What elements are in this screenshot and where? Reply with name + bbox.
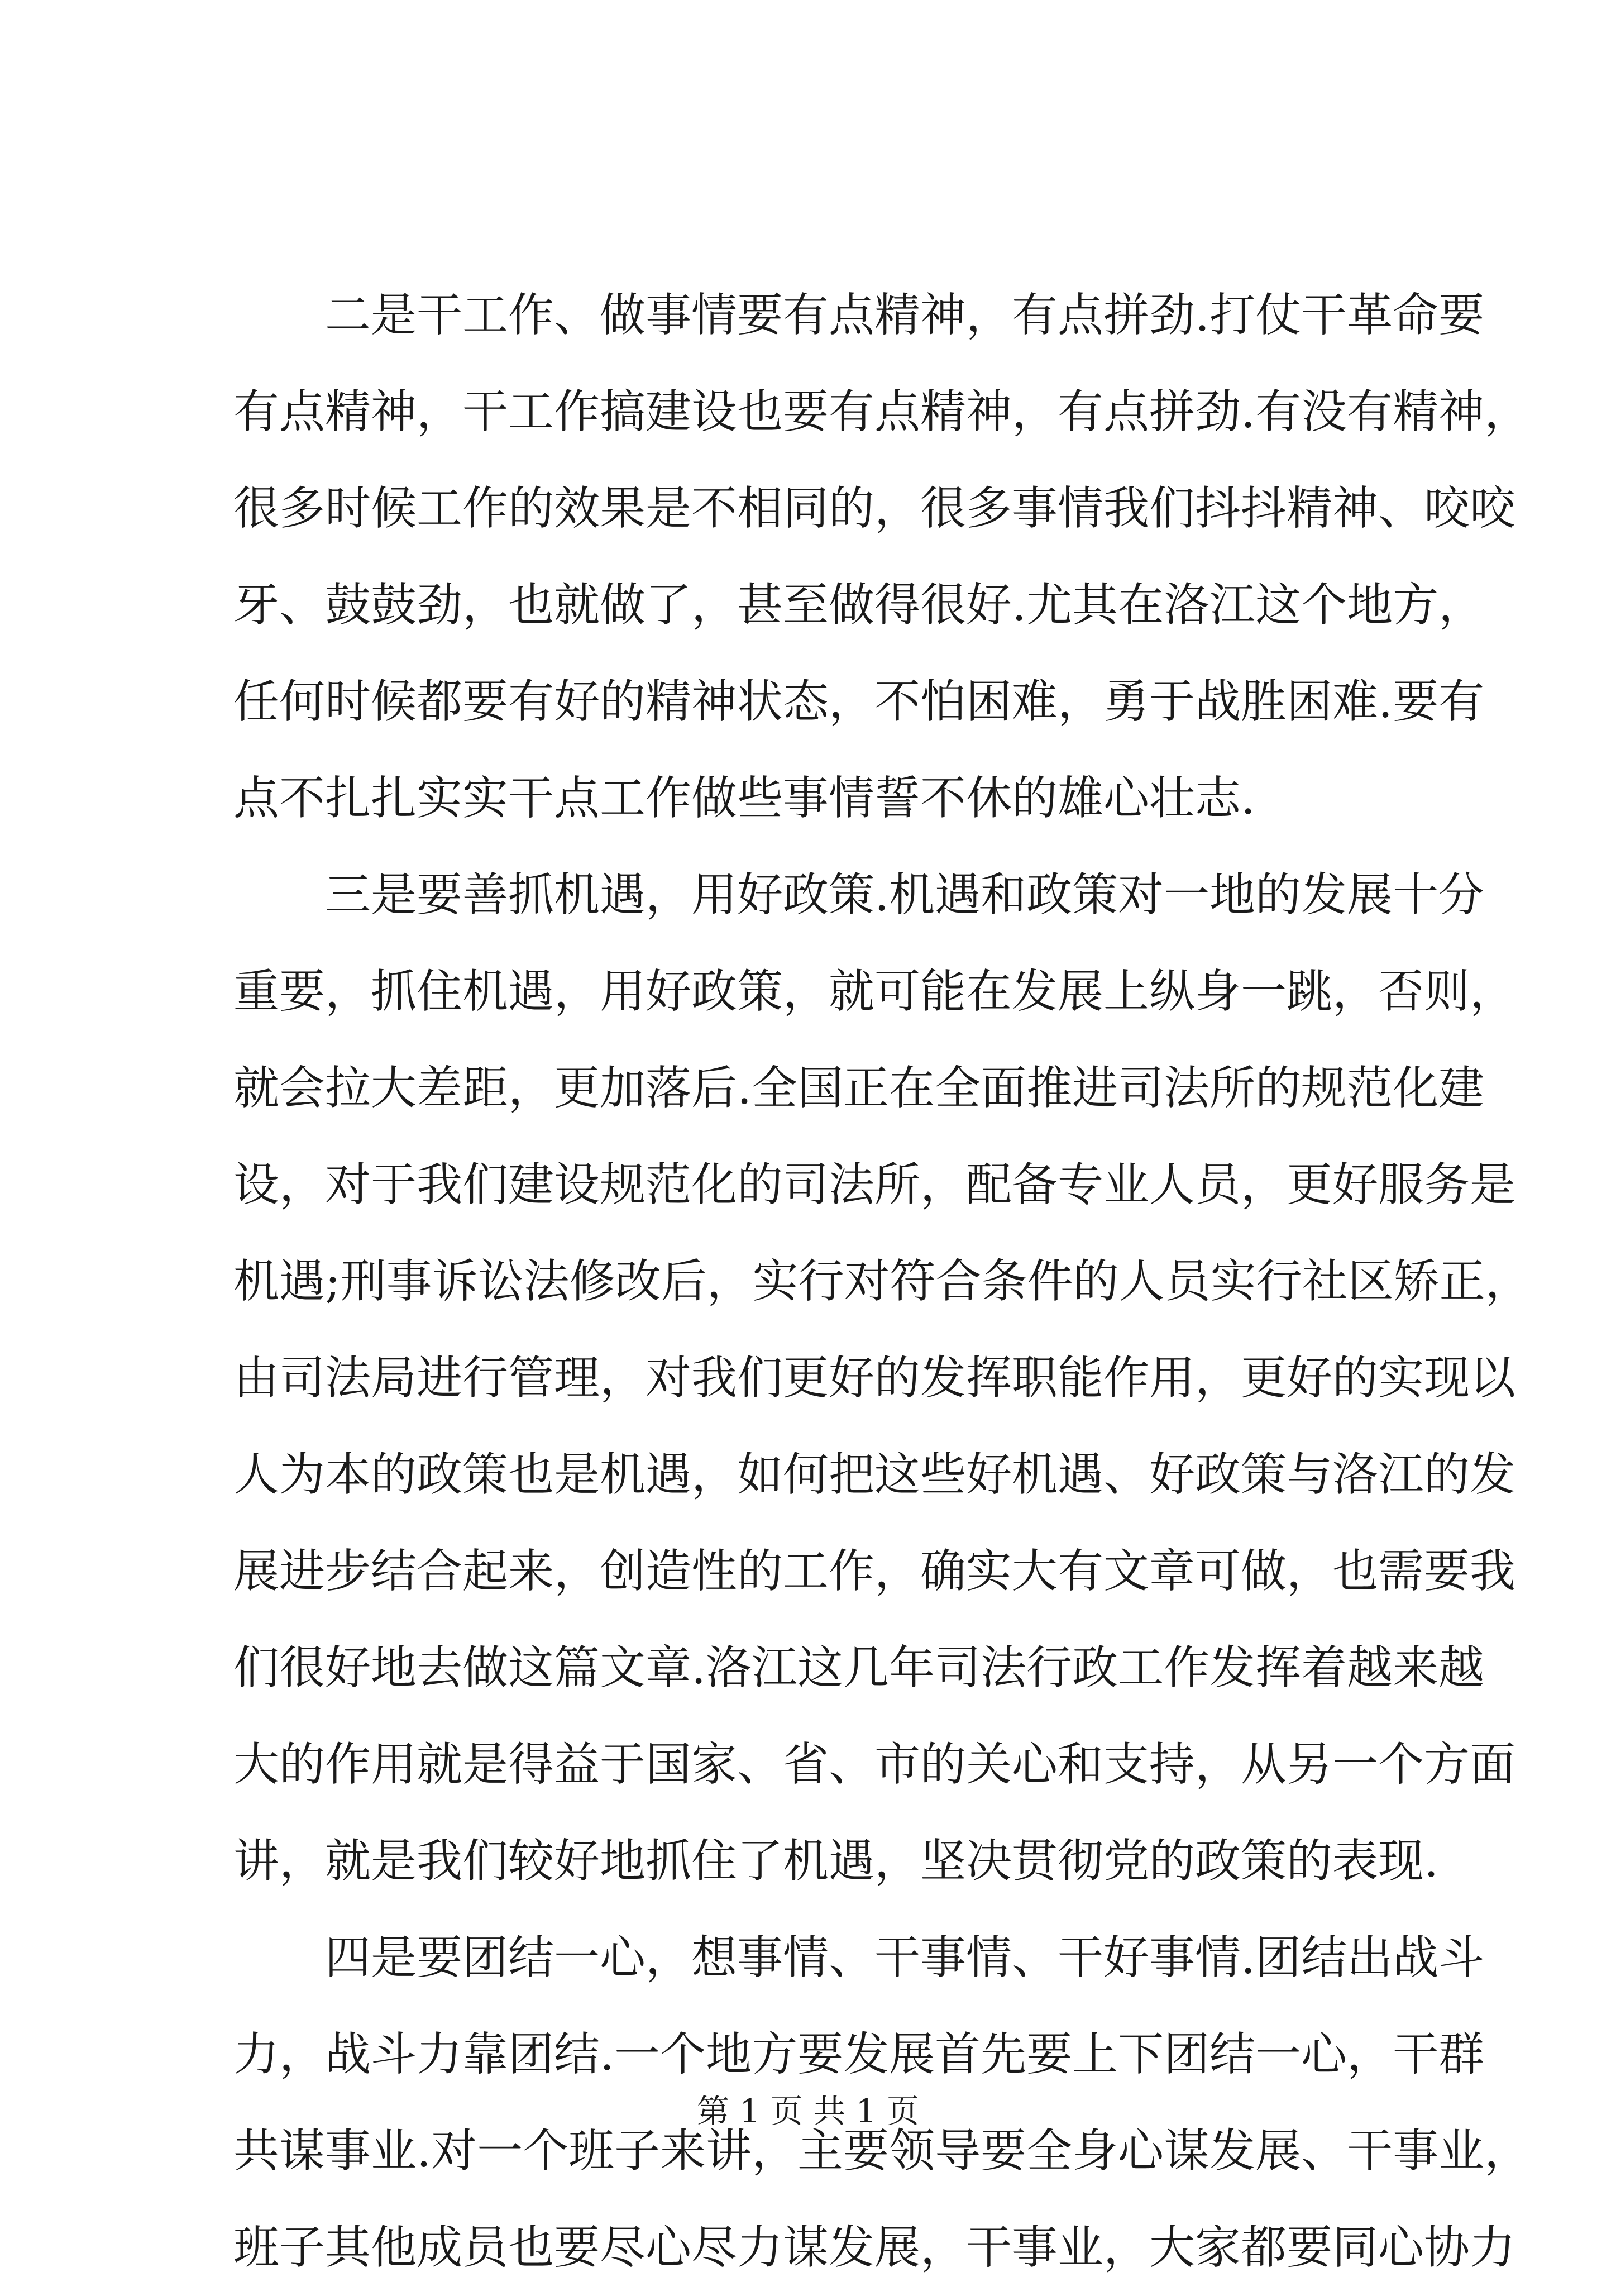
paragraph-line: 们很好地去做这篇文章.洛江这几年司法行政工作发挥着越来越 xyxy=(233,1641,1485,1694)
paragraph-line: 牙、鼓鼓劲，也就做了，甚至做得很好.尤其在洛江这个地方， xyxy=(233,579,1485,632)
paragraph-line: 由司法局进行管理，对我们更好的发挥职能作用，更好的实现以 xyxy=(233,1352,1516,1405)
paragraph-line: 讲，就是我们较好地抓住了机遇，坚决贯彻党的政策的表现. xyxy=(233,1835,1439,1888)
paragraph-line: 重要，抓住机遇，用好政策，就可能在发展上纵身一跳，否则， xyxy=(233,965,1516,1018)
document-body xyxy=(233,267,1531,2296)
paragraph-line: 设，对于我们建设规范化的司法所，配备专业人员，更好服务是 xyxy=(233,1158,1516,1211)
paragraph-line: 班子其他成员也要尽心尽力谋发展，干事业，大家都要同心协力 xyxy=(233,2221,1516,2274)
paragraph-line: 有点精神，干工作搞建设也要有点精神，有点拼劲.有没有精神， xyxy=(233,385,1531,438)
paragraph-line: 任何时候都要有好的精神状态，不怕困难，勇于战胜困难.要有 xyxy=(233,675,1485,728)
paragraph-2 xyxy=(233,847,1531,1910)
paragraph-line: 点不扎扎实实干点工作做些事情誓不休的雄心壮志. xyxy=(233,772,1256,825)
paragraph-line: 共谋事业.对一个班子来讲，主要领导要全身心谋发展、干事业， xyxy=(233,2125,1531,2178)
paragraph-line: 人为本的政策也是机遇，如何把这些好机遇、好政策与洛江的发 xyxy=(233,1448,1516,1501)
paragraph-line: 机遇;刑事诉讼法修改后，实行对符合条件的人员实行社区矫正， xyxy=(233,1255,1531,1308)
paragraph-line: 展进步结合起来，创造性的工作，确实大有文章可做，也需要我 xyxy=(233,1545,1516,1598)
paragraph-line: 力，战斗力靠团结.一个地方要发展首先要上下团结一心，干群 xyxy=(233,2028,1485,2081)
paragraph-line: 二是干工作、做事情要有点精神，有点拼劲.打仗干革命要 xyxy=(325,289,1485,342)
paragraph-line: 很多时候工作的效果是不相同的，很多事情我们抖抖精神、咬咬 xyxy=(233,482,1516,535)
paragraph-line: 大的作用就是得益于国家、省、市的关心和支持，从另一个方面 xyxy=(233,1738,1516,1791)
paragraph-line: 四是要团结一心，想事情、干事情、干好事情.团结出战斗 xyxy=(325,1931,1485,1984)
paragraph-line: 三是要善抓机遇，用好政策.机遇和政策对一地的发展十分 xyxy=(325,868,1485,922)
page-number-footer: 第 1 页 共 1 页 xyxy=(697,2092,919,2130)
paragraph-1 xyxy=(233,267,1531,847)
paragraph-line: 就会拉大差距，更加落后.全国正在全面推进司法所的规范化建 xyxy=(233,1062,1485,1115)
